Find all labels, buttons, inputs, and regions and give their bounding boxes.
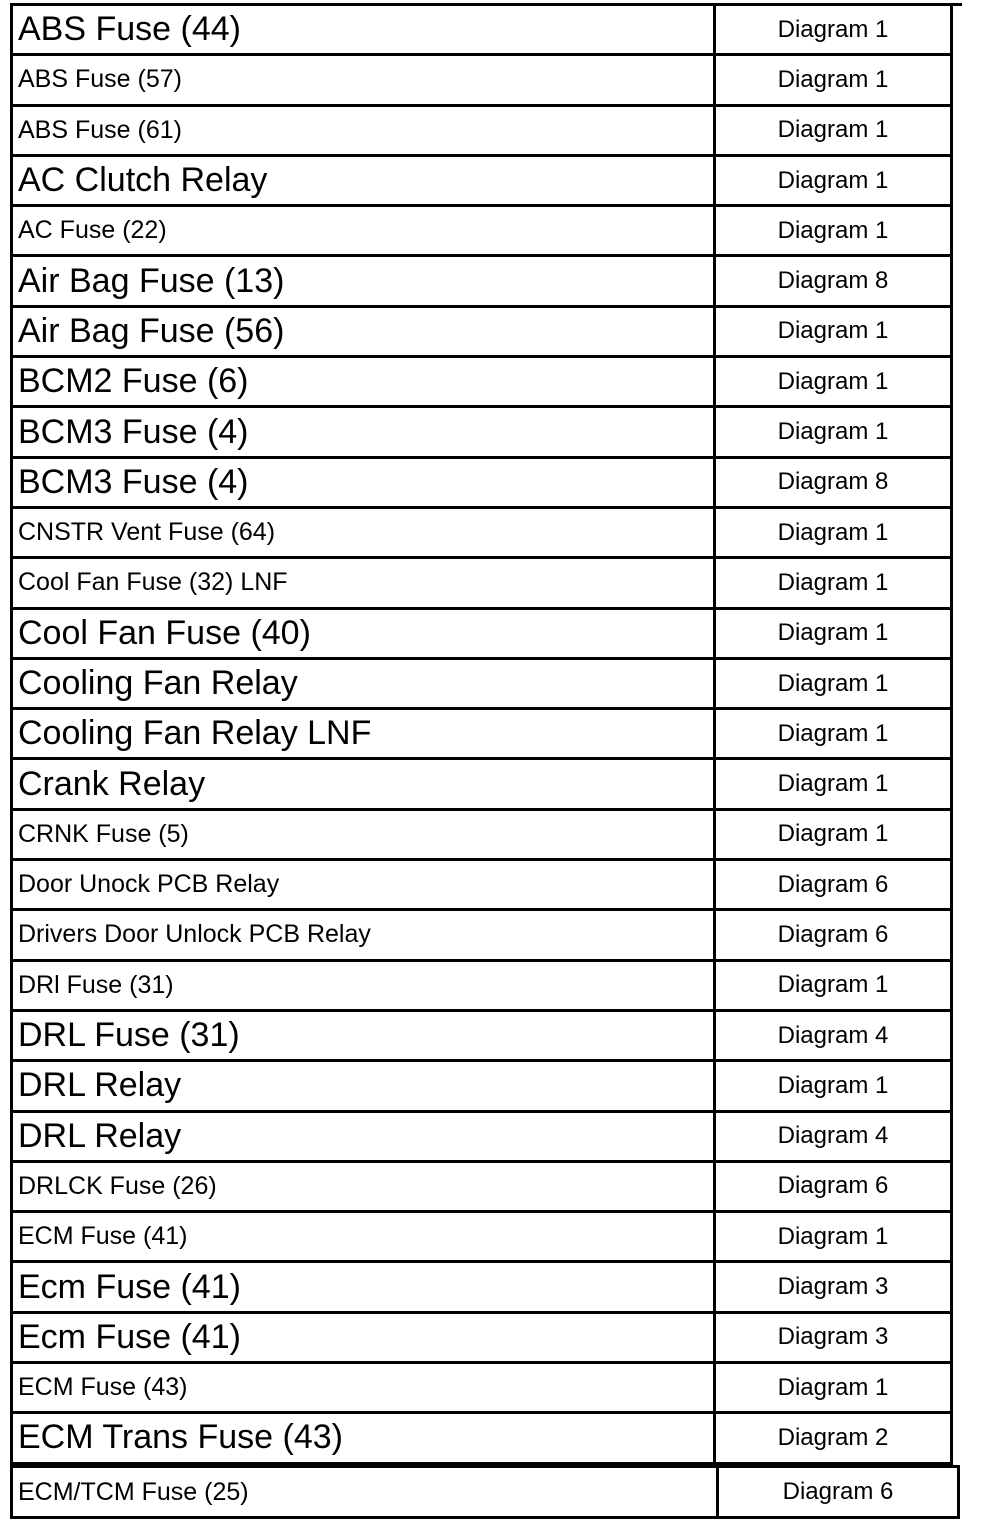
- row-diagram-ref: Diagram 4: [716, 1113, 953, 1160]
- row-diagram-ref: Diagram 1: [716, 559, 953, 606]
- table-row: [13, 1414, 953, 1464]
- row-component-name: BCM3 Fuse (4): [13, 459, 716, 506]
- row-component-name: DRL Relay: [13, 1062, 716, 1109]
- row-diagram-ref: Diagram 4: [716, 1012, 953, 1059]
- row-component-name: ABS Fuse (61): [13, 107, 716, 154]
- row-diagram-ref: Diagram 1: [716, 660, 953, 707]
- row-diagram-ref: Diagram 6: [782, 1478, 894, 1505]
- row-component-name: CNSTR Vent Fuse (64): [13, 509, 716, 556]
- row-diagram-ref: Diagram 1: [716, 509, 953, 556]
- row-component-name: Cool Fan Fuse (32) LNF: [13, 559, 716, 606]
- row-component-name: ECM Fuse (41): [13, 1213, 716, 1260]
- table-row: [13, 559, 953, 609]
- row-component-name: Cool Fan Fuse (40): [13, 610, 716, 657]
- table-row: [13, 358, 953, 408]
- row-component-name: ECM Trans Fuse (43): [13, 1414, 716, 1461]
- row-component-name: Door Unock PCB Relay: [13, 861, 716, 908]
- row-diagram-ref: Diagram 8: [716, 459, 953, 506]
- row-component-name: DRL Relay: [13, 1113, 716, 1160]
- table-row: [13, 710, 953, 760]
- row-diagram-ref: Diagram 6: [716, 861, 953, 908]
- table-row: [13, 157, 953, 207]
- row-diagram-ref: Diagram 1: [716, 6, 953, 53]
- row-diagram-ref: Diagram 6: [716, 911, 953, 958]
- row-component-name: ABS Fuse (44): [13, 6, 716, 53]
- row-diagram-ref: Diagram 2: [716, 1414, 953, 1461]
- row-diagram-ref: Diagram 1: [716, 1062, 953, 1109]
- table-row: [13, 56, 953, 106]
- table-row: [13, 1062, 953, 1112]
- table-row: [13, 861, 953, 911]
- table-row: [13, 911, 953, 961]
- row-component-name: ECM/TCM Fuse (25): [13, 1468, 719, 1516]
- row-component-name: Cooling Fan Relay LNF: [13, 710, 716, 757]
- table-row: [13, 1263, 953, 1313]
- row-diagram-ref: Diagram 1: [716, 811, 953, 858]
- table-row-last: [10, 1465, 960, 1519]
- row-diagram-ref: Diagram 1: [716, 1364, 953, 1411]
- row-diagram-ref: Diagram 1: [716, 358, 953, 405]
- row-component-name: AC Fuse (22): [13, 207, 716, 254]
- row-diagram-ref: Diagram 1: [716, 56, 953, 103]
- row-component-name: BCM2 Fuse (6): [13, 358, 716, 405]
- row-diagram-ref: Diagram 1: [716, 760, 953, 807]
- table-row: [13, 660, 953, 710]
- table-row: [13, 459, 953, 509]
- row-diagram-ref: Diagram 3: [716, 1263, 953, 1310]
- table-row: [13, 1113, 953, 1163]
- table-row: [13, 107, 953, 157]
- row-diagram-ref: Diagram 3: [716, 1314, 953, 1361]
- row-component-name: Ecm Fuse (41): [13, 1263, 716, 1310]
- table-row: [13, 962, 953, 1012]
- row-component-name: Crank Relay: [13, 760, 716, 807]
- row-diagram-ref: Diagram 1: [716, 107, 953, 154]
- table-row: [13, 509, 953, 559]
- row-component-name: AC Clutch Relay: [13, 157, 716, 204]
- row-diagram-ref: Diagram 1: [716, 710, 953, 757]
- row-diagram-ref: Diagram 1: [716, 1213, 953, 1260]
- table-row: [13, 1163, 953, 1213]
- table-row: [13, 1364, 953, 1414]
- row-component-name: CRNK Fuse (5): [13, 811, 716, 858]
- table-row: [13, 1314, 953, 1364]
- table-row: [13, 610, 953, 660]
- row-component-name: DRl Fuse (31): [13, 962, 716, 1009]
- table-row: [13, 207, 953, 257]
- row-diagram-ref: Diagram 1: [716, 408, 953, 455]
- row-component-name: ABS Fuse (57): [13, 56, 716, 103]
- row-component-name: Air Bag Fuse (56): [13, 308, 716, 355]
- row-diagram-ref: Diagram 1: [716, 308, 953, 355]
- row-component-name: Cooling Fan Relay: [13, 660, 716, 707]
- row-component-name: DRLCK Fuse (26): [13, 1163, 716, 1210]
- table-row: [13, 308, 953, 358]
- row-diagram-ref: Diagram 1: [716, 207, 953, 254]
- table-row: [13, 760, 953, 810]
- table-row: [13, 6, 953, 56]
- row-component-name: Ecm Fuse (41): [13, 1314, 716, 1361]
- fuse-table: [10, 3, 953, 1465]
- table-row: [13, 257, 953, 307]
- row-component-name: BCM3 Fuse (4): [13, 408, 716, 455]
- row-diagram-ref: Diagram 1: [716, 610, 953, 657]
- row-component-name: Air Bag Fuse (13): [13, 257, 716, 304]
- table-row: [13, 1012, 953, 1062]
- row-diagram-ref: Diagram 1: [716, 157, 953, 204]
- table-edge-stub-vertical: [950, 3, 953, 53]
- table-row: [13, 408, 953, 458]
- row-diagram-ref: Diagram 8: [716, 257, 953, 304]
- row-diagram-ref: Diagram 1: [716, 962, 953, 1009]
- row-component-name: Drivers Door Unlock PCB Relay: [13, 911, 716, 958]
- table-row: [13, 811, 953, 861]
- table-row: [13, 1213, 953, 1263]
- row-diagram-ref: Diagram 6: [716, 1163, 953, 1210]
- row-component-name: ECM Fuse (43): [13, 1364, 716, 1411]
- row-component-name: DRL Fuse (31): [13, 1012, 716, 1059]
